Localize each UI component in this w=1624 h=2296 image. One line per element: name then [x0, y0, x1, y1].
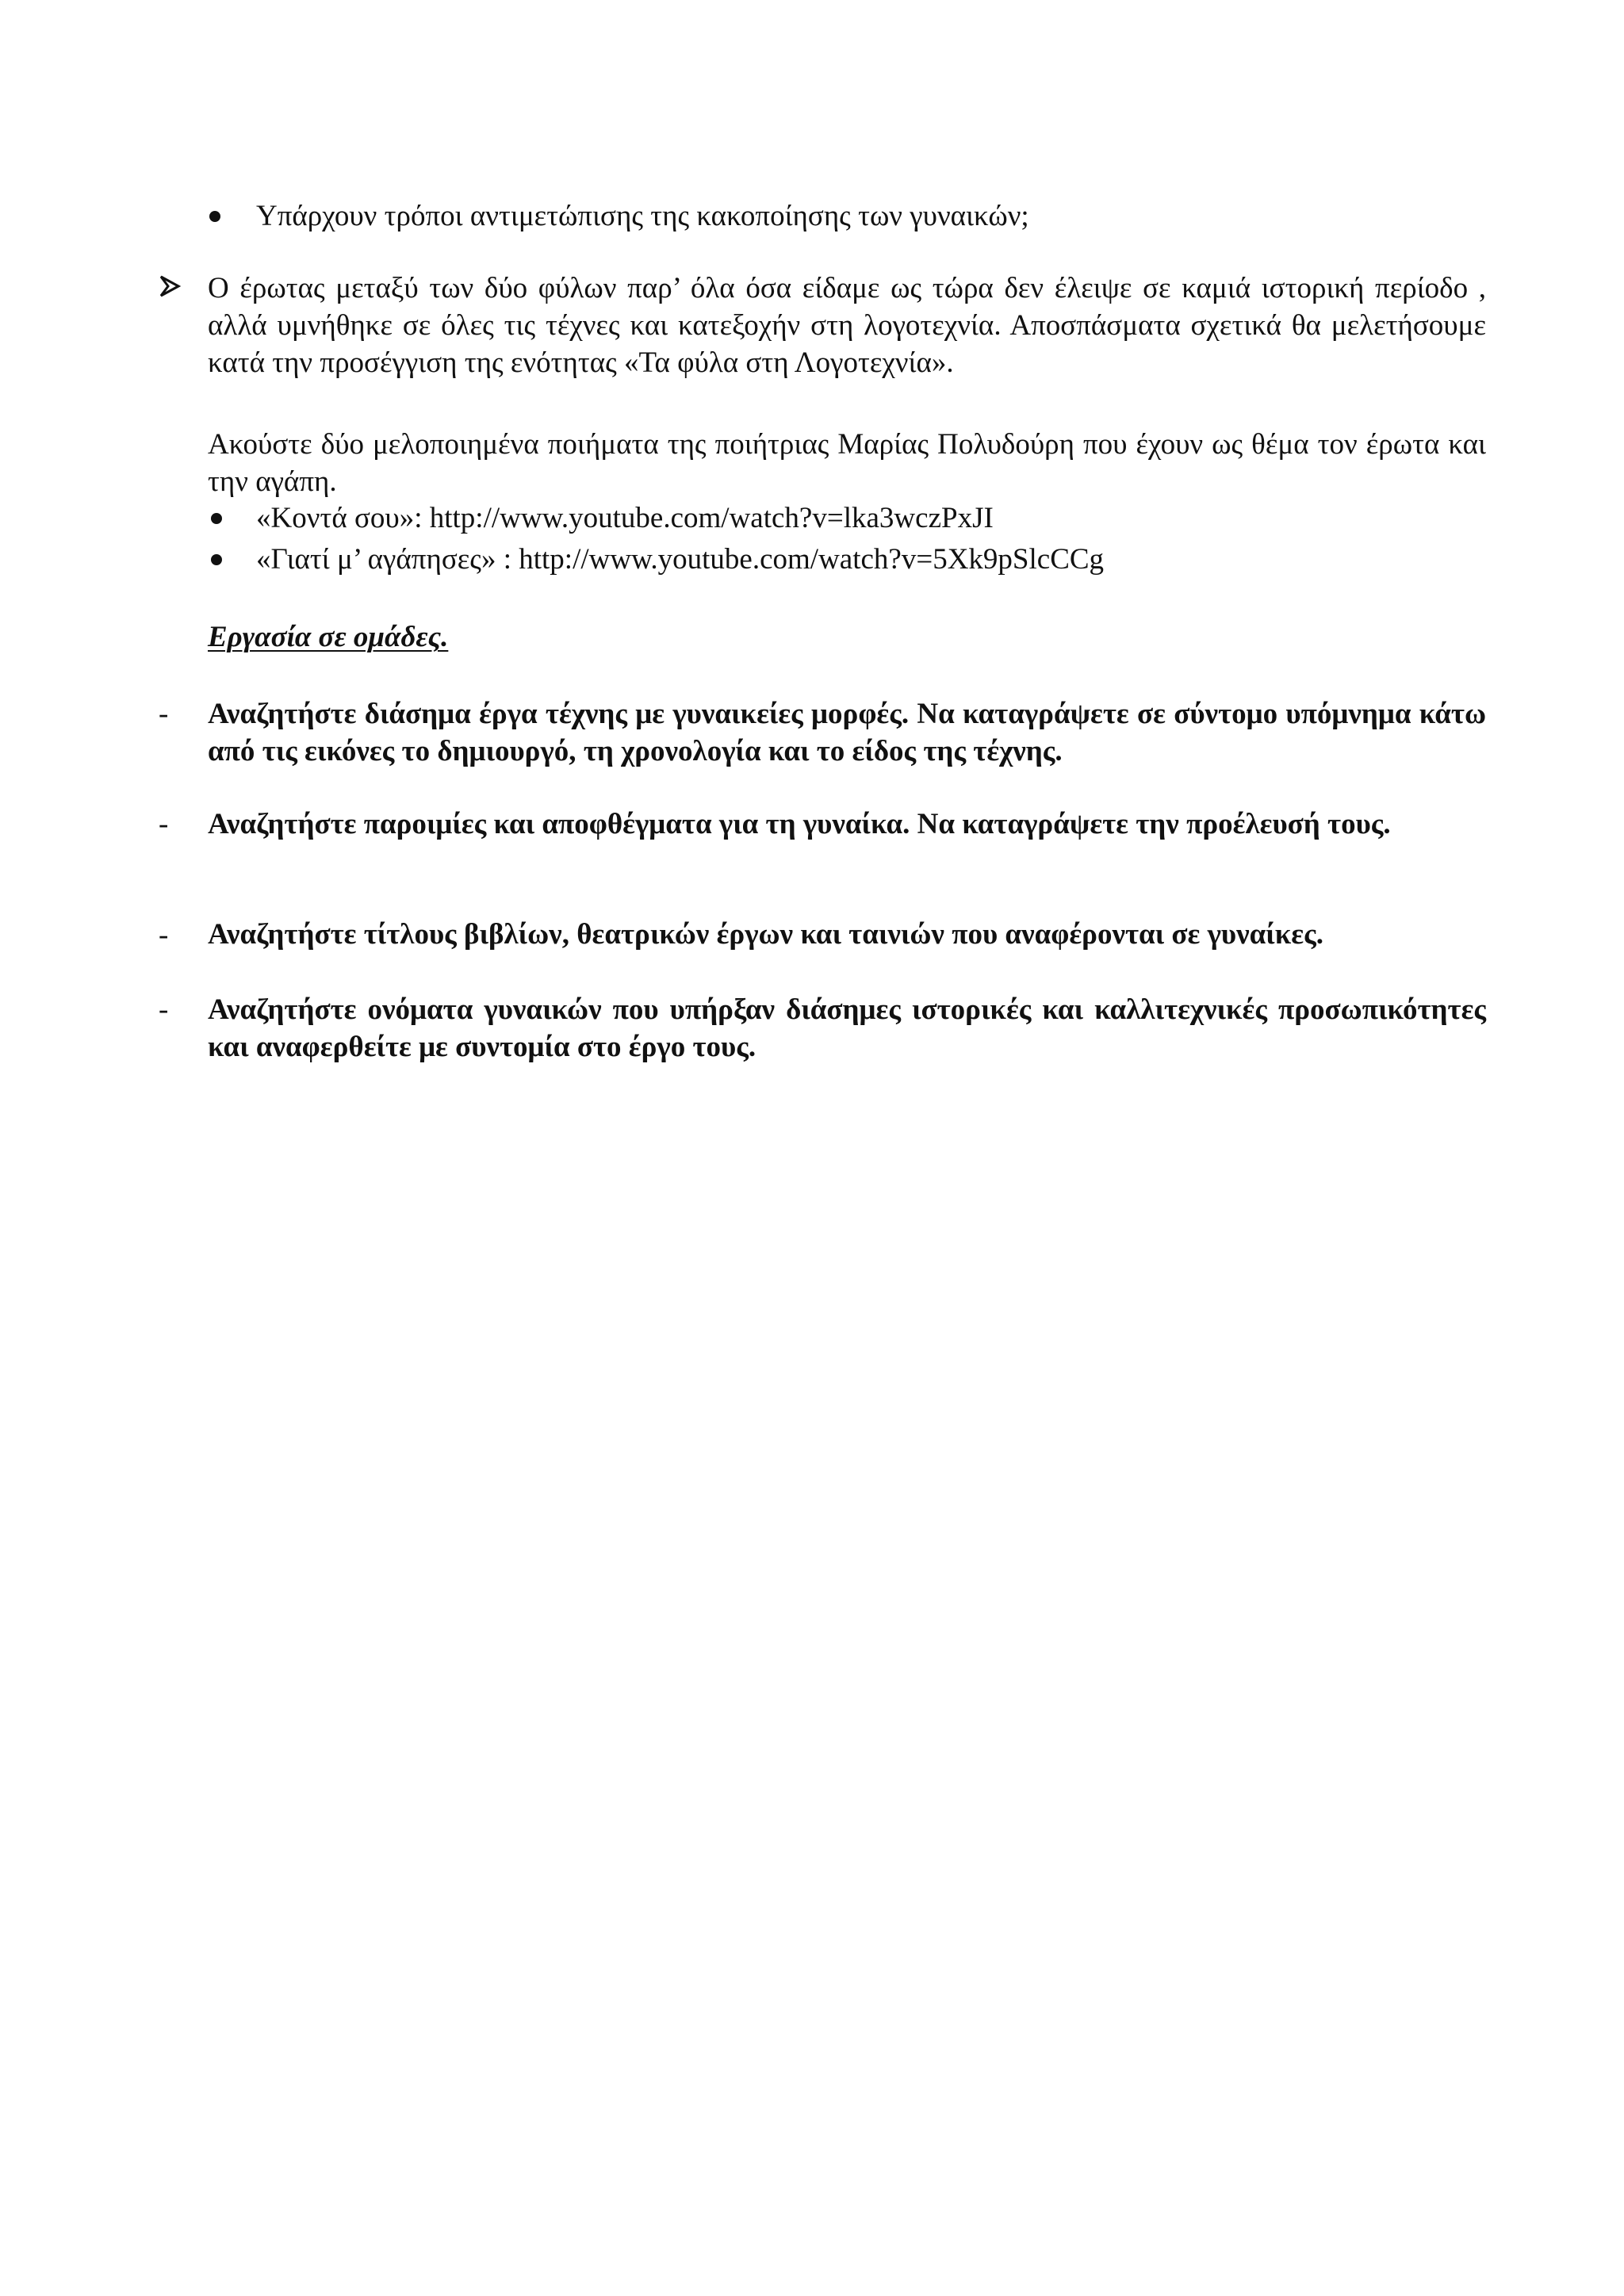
song-link-2[interactable]: «Γιατί μ’ αγάπησες» : http://www.youtube.com/watch?v=5Xk9pSlcCCg — [256, 543, 1105, 576]
bullet-icon — [211, 513, 222, 524]
dash-marker: - — [159, 698, 169, 730]
dash-marker: - — [159, 919, 169, 951]
bullet-icon — [211, 554, 222, 565]
task-3: Αναζητήστε τίτλους βιβλίων, θεατρικών έργων και ταινιών που αναφέρονται σε γυναίκες. — [208, 918, 1323, 951]
task-1: Αναζητήστε διάσημα έργα τέχνης με γυναικείες μορφές. Να καταγράψετε σε σύντομο υπόμνημα κάτω από τις εικόνες το δημιουργό, τη χρονολογία και το είδος της τέχνης. — [208, 698, 1486, 767]
bullet-icon — [209, 211, 220, 222]
task-4: Αναζητήστε ονόματα γυναικών που υπήρξαν διάσημες ιστορικές και καλλιτεχνικές προσωπικότητες και αναφερθείτε με συντομία στο έργο τους. — [208, 993, 1486, 1063]
dash-marker: - — [159, 808, 169, 840]
listen-paragraph: Ακούστε δύο μελοποιημένα ποιήματα της ποιήτριας Μαρίας Πολυδούρη που έχουν ως θέμα τον έρωτα και την αγάπη. — [208, 428, 1486, 498]
arrow-bullet-icon — [159, 274, 181, 298]
task-2: Αναζητήστε παροιμίες και αποφθέγματα για τη γυναίκα. Να καταγράψετε την προέλευσή τους. — [208, 808, 1391, 840]
arrow-paragraph: Ο έρωτας μεταξύ των δύο φύλων παρ’ όλα όσα είδαμε ως τώρα δεν έλειψε σε καμιά ιστορική περίοδο , αλλά υμνήθηκε σε όλες τις τέχνες και κατεξοχήν στη λογοτεχνία. Αποσπάσματα σχετικά θα μελετήσουμε κατά την προσέγγιση της ενότητας «Τα φύλα στη Λογοτεχνία». — [208, 272, 1486, 379]
top-bullet-text: Υπάρχουν τρόποι αντιμετώπισης της κακοποίησης των γυναικών; — [256, 200, 1029, 232]
song-link-1[interactable]: «Κοντά σου»: http://www.youtube.com/watch?v=lka3wczPxJI — [256, 502, 994, 534]
group-work-heading: Εργασία σε ομάδες. — [208, 621, 449, 653]
dash-marker: - — [159, 993, 169, 1026]
